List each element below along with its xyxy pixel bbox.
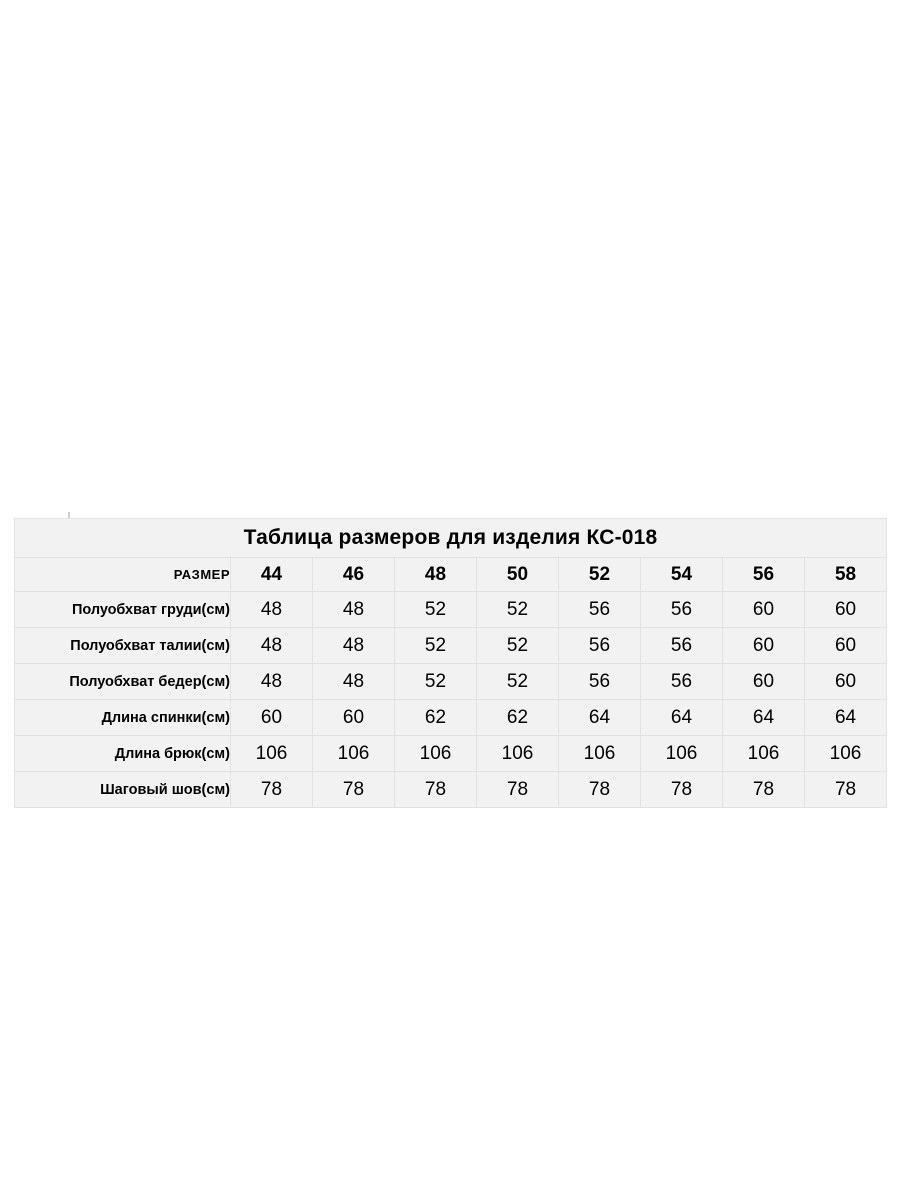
cell-4-3: 106 bbox=[477, 736, 559, 772]
cell-1-5: 56 bbox=[641, 628, 723, 664]
cell-5-1: 78 bbox=[313, 772, 395, 808]
cell-2-1: 48 bbox=[313, 664, 395, 700]
cell-2-7: 60 bbox=[805, 664, 887, 700]
cell-3-7: 64 bbox=[805, 700, 887, 736]
cell-1-1: 48 bbox=[313, 628, 395, 664]
table-row bbox=[15, 772, 887, 808]
size-table-container bbox=[14, 518, 886, 808]
cell-5-7: 78 bbox=[805, 772, 887, 808]
table-row bbox=[15, 592, 887, 628]
cell-5-2: 78 bbox=[395, 772, 477, 808]
cell-0-4: 56 bbox=[559, 592, 641, 628]
cell-4-6: 106 bbox=[723, 736, 805, 772]
cell-4-0: 106 bbox=[231, 736, 313, 772]
row-label-0: Полуобхват груди(см) bbox=[15, 592, 231, 628]
cell-2-4: 56 bbox=[559, 664, 641, 700]
cell-4-2: 106 bbox=[395, 736, 477, 772]
cell-2-6: 60 bbox=[723, 664, 805, 700]
row-label-4: Длина брюк(см) bbox=[15, 736, 231, 772]
cell-3-4: 64 bbox=[559, 700, 641, 736]
size-header-4: 52 bbox=[559, 558, 641, 592]
table-row bbox=[15, 628, 887, 664]
cell-3-3: 62 bbox=[477, 700, 559, 736]
row-label-3: Длина спинки(см) bbox=[15, 700, 231, 736]
table-title-row bbox=[15, 519, 887, 558]
table-row bbox=[15, 700, 887, 736]
page-title: Таблица размеров для изделия КС-018 bbox=[15, 519, 887, 558]
cell-3-2: 62 bbox=[395, 700, 477, 736]
cell-3-1: 60 bbox=[313, 700, 395, 736]
cell-1-0: 48 bbox=[231, 628, 313, 664]
size-header-1: 46 bbox=[313, 558, 395, 592]
cell-2-0: 48 bbox=[231, 664, 313, 700]
row-label-2: Полуобхват бедер(см) bbox=[15, 664, 231, 700]
cell-0-0: 48 bbox=[231, 592, 313, 628]
cell-0-5: 56 bbox=[641, 592, 723, 628]
cell-1-6: 60 bbox=[723, 628, 805, 664]
cell-1-4: 56 bbox=[559, 628, 641, 664]
cell-2-2: 52 bbox=[395, 664, 477, 700]
cell-2-5: 56 bbox=[641, 664, 723, 700]
size-header-5: 54 bbox=[641, 558, 723, 592]
cell-4-5: 106 bbox=[641, 736, 723, 772]
row-label-1: Полуобхват талии(см) bbox=[15, 628, 231, 664]
cell-0-3: 52 bbox=[477, 592, 559, 628]
size-header-7: 58 bbox=[805, 558, 887, 592]
size-table bbox=[14, 518, 887, 808]
cell-1-3: 52 bbox=[477, 628, 559, 664]
cell-4-7: 106 bbox=[805, 736, 887, 772]
cell-1-7: 60 bbox=[805, 628, 887, 664]
cell-5-0: 78 bbox=[231, 772, 313, 808]
header-label-razmer: РАЗМЕР bbox=[15, 558, 231, 592]
cell-5-3: 78 bbox=[477, 772, 559, 808]
cell-0-1: 48 bbox=[313, 592, 395, 628]
cell-3-0: 60 bbox=[231, 700, 313, 736]
cell-3-6: 64 bbox=[723, 700, 805, 736]
table-row bbox=[15, 736, 887, 772]
cell-4-1: 106 bbox=[313, 736, 395, 772]
cell-4-4: 106 bbox=[559, 736, 641, 772]
size-header-2: 48 bbox=[395, 558, 477, 592]
cell-2-3: 52 bbox=[477, 664, 559, 700]
cell-5-5: 78 bbox=[641, 772, 723, 808]
row-label-5: Шаговый шов(см) bbox=[15, 772, 231, 808]
size-header-3: 50 bbox=[477, 558, 559, 592]
size-header-6: 56 bbox=[723, 558, 805, 592]
cell-1-2: 52 bbox=[395, 628, 477, 664]
cell-0-7: 60 bbox=[805, 592, 887, 628]
cell-3-5: 64 bbox=[641, 700, 723, 736]
cell-5-4: 78 bbox=[559, 772, 641, 808]
cell-0-2: 52 bbox=[395, 592, 477, 628]
table-header-row bbox=[15, 558, 887, 592]
size-header-0: 44 bbox=[231, 558, 313, 592]
cell-5-6: 78 bbox=[723, 772, 805, 808]
table-row bbox=[15, 664, 887, 700]
cell-0-6: 60 bbox=[723, 592, 805, 628]
